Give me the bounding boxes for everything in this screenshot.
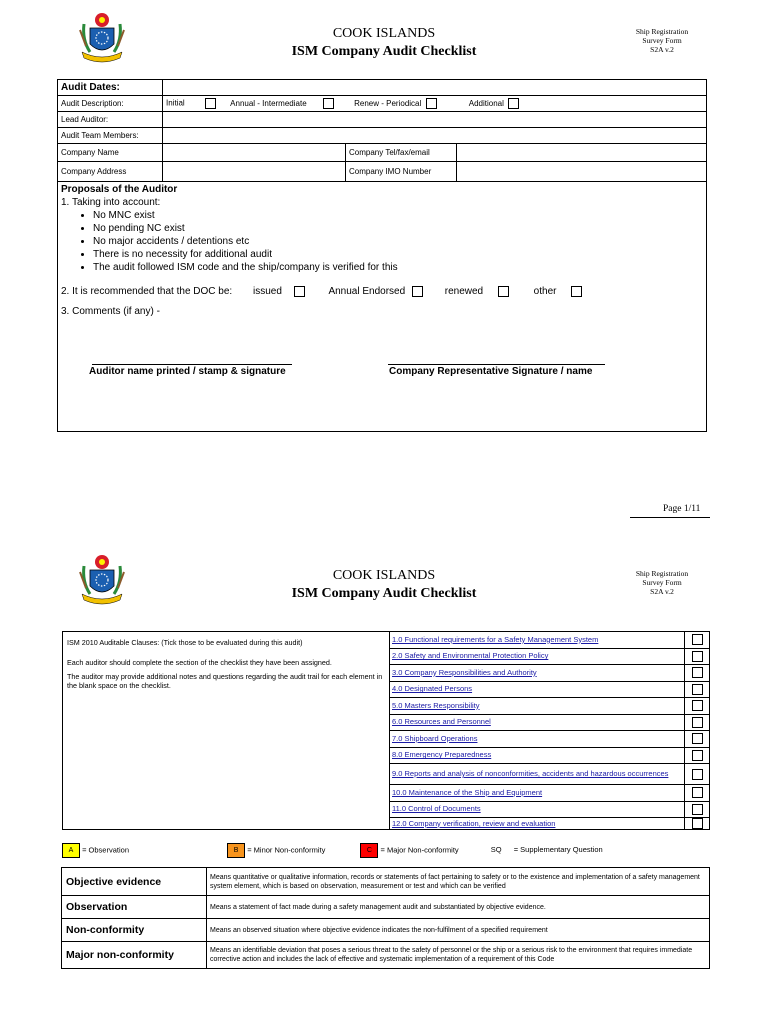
- doc-recommendation-row: [61, 285, 706, 298]
- clause-link[interactable]: 3.0 Company Responsibilities and Authority: [392, 667, 537, 677]
- page2-form-meta: [622, 569, 702, 596]
- clause-3[interactable]: [390, 665, 685, 682]
- clause-link[interactable]: 12.0 Company verification, review and evaluation: [392, 818, 556, 828]
- clause-link[interactable]: 2.0 Safety and Environmental Protection Policy: [392, 651, 549, 661]
- definition-text: Means quantitative or qualitative information, records or statements of fact pertaining to safety or to the existence and implementation of a safety management system element, which is based on observation, measurement or test and which can be verified: [207, 868, 710, 896]
- company-imo-label: Company IMO Number: [346, 162, 457, 182]
- clause-4[interactable]: [390, 681, 685, 698]
- criteria-list: [61, 209, 706, 274]
- renew-checkbox[interactable]: [426, 98, 437, 109]
- legend-text: = Minor Non-conformity: [247, 845, 326, 855]
- company-tel-label: Company Tel/fax/email: [346, 144, 457, 162]
- definition-text: Means a statement of fact made during a safety management audit and substantiated by objective evidence.: [207, 896, 710, 919]
- audit-dates-label: Audit Dates:: [58, 80, 163, 96]
- clause-link[interactable]: 5.0 Masters Responsibility: [392, 700, 480, 710]
- clause-7-tick[interactable]: [685, 731, 710, 748]
- initial-checkbox[interactable]: [205, 98, 216, 109]
- audit-details-form: [57, 79, 707, 432]
- clause-5[interactable]: [390, 698, 685, 715]
- legend-code-c: C: [360, 843, 378, 858]
- doc-other-label: other: [533, 286, 557, 297]
- issued-checkbox[interactable]: [294, 286, 305, 297]
- auditor-signature-line[interactable]: [92, 364, 292, 365]
- clause-link[interactable]: 8.0 Emergency Preparedness: [392, 750, 492, 760]
- option-additional-label: Additional: [468, 98, 504, 108]
- doc-renewed-label: renewed: [444, 286, 484, 297]
- page1-country-title: COOK ISLANDS: [332, 26, 436, 41]
- lead-auditor-label: Lead Auditor:: [58, 112, 163, 128]
- clause-1[interactable]: [390, 632, 685, 649]
- definition-term: Non-conformity: [62, 919, 207, 942]
- additional-checkbox[interactable]: [508, 98, 519, 109]
- company-imo-field[interactable]: [457, 162, 707, 182]
- audit-dates-field[interactable]: [163, 80, 707, 96]
- clause-5-tick[interactable]: [685, 698, 710, 715]
- lead-auditor-field[interactable]: [163, 112, 707, 128]
- company-name-label: Company Name: [58, 144, 163, 162]
- page2-document-title: ISM Company Audit Checklist: [291, 586, 477, 601]
- definition-term: Major non-conformity: [62, 942, 207, 969]
- legend-text: = Observation: [82, 845, 129, 855]
- instruction-line: Each auditor should complete the section of the checklist they have been assigned.: [67, 658, 332, 667]
- clause-link[interactable]: 11.0 Control of Documents: [392, 804, 481, 814]
- clause-12-tick[interactable]: [685, 818, 710, 830]
- auditable-clauses-table: [62, 631, 710, 830]
- severity-legend: [62, 843, 722, 858]
- list-item: • The audit followed ISM code and the ship/company is verified for this: [93, 261, 706, 274]
- form-meta-line: Survey Form: [642, 578, 682, 587]
- page1-document-title: ISM Company Audit Checklist: [291, 44, 477, 59]
- page-number: Page 1/11: [663, 504, 701, 514]
- clause-9-tick[interactable]: [685, 764, 710, 785]
- clause-link[interactable]: 6.0 Resources and Personnel: [392, 717, 491, 727]
- clause-10[interactable]: [390, 785, 685, 802]
- clause-10-tick[interactable]: [685, 785, 710, 802]
- form-meta-line: Survey Form: [642, 36, 682, 45]
- definition-term: Objective evidence: [62, 868, 207, 896]
- definitions-table: [61, 867, 710, 969]
- clause-7[interactable]: [390, 731, 685, 748]
- company-name-field[interactable]: [163, 144, 346, 162]
- coat-of-arms-logo-2: [76, 552, 128, 612]
- clause-link[interactable]: 1.0 Functional requirements for a Safety Management System: [392, 634, 599, 644]
- clause-6-tick[interactable]: [685, 714, 710, 731]
- auditor-signature-caption: Auditor name printed / stamp & signature: [89, 366, 286, 377]
- page1-form-meta: [622, 27, 702, 54]
- doc-endorsed-label: Annual Endorsed: [328, 286, 406, 297]
- clause-1-tick[interactable]: [685, 632, 710, 649]
- clause-11[interactable]: [390, 801, 685, 818]
- doc-recommend-label: 2. It is recommended that the DOC be:: [61, 286, 233, 297]
- instruction-line: ISM 2010 Auditable Clauses: (Tick those to be evaluated during this audit): [67, 638, 303, 647]
- definition-text: Means an identifiable deviation that poses a serious threat to the safety of personnel or the ship or a serious risk to the environment that requires immediate corrective action and includes the lack of effective and systematic implementation of a requirement of this Code: [207, 942, 710, 969]
- clause-3-tick[interactable]: [685, 665, 710, 682]
- clause-8[interactable]: [390, 747, 685, 764]
- endorsed-checkbox[interactable]: [412, 286, 423, 297]
- legend-text: = Major Non-conformity: [380, 845, 459, 855]
- clause-4-tick[interactable]: [685, 681, 710, 698]
- audit-type-options: [163, 96, 707, 112]
- audit-description-label: Audit Description:: [58, 96, 163, 112]
- clause-link[interactable]: 10.0 Maintenance of the Ship and Equipment: [392, 787, 543, 797]
- clause-link[interactable]: 9.0 Reports and analysis of nonconformities, accidents and hazardous occurrences: [392, 769, 669, 778]
- clause-2-tick[interactable]: [685, 648, 710, 665]
- definition-term: Observation: [62, 896, 207, 919]
- team-members-field[interactable]: [163, 128, 707, 144]
- taking-into-account: 1. Taking into account:: [61, 197, 161, 208]
- proposals-heading: Proposals of the Auditor: [61, 184, 178, 195]
- form-meta-line: Ship Registration: [635, 27, 689, 36]
- legend-code-sq: SQ: [490, 845, 502, 855]
- company-address-label: Company Address: [58, 162, 163, 182]
- other-checkbox[interactable]: [571, 286, 582, 297]
- page-number-rule: [630, 517, 710, 518]
- form-meta-line: S2A v.2: [650, 587, 674, 596]
- company-signature-caption: Company Representative Signature / name: [389, 366, 593, 377]
- clause-link[interactable]: 7.0 Shipboard Operations: [392, 733, 478, 743]
- clause-12[interactable]: [390, 818, 685, 830]
- annual-checkbox[interactable]: [323, 98, 334, 109]
- team-members-label: Audit Team Members:: [58, 128, 163, 144]
- list-item: • No pending NC exist: [93, 222, 706, 235]
- clause-6[interactable]: [390, 714, 685, 731]
- clause-link[interactable]: 4.0 Designated Persons: [392, 684, 473, 694]
- company-tel-field[interactable]: [457, 144, 707, 162]
- clause-2[interactable]: [390, 648, 685, 665]
- clause-8-tick[interactable]: [685, 747, 710, 764]
- legend-text: = Supplementary Question: [513, 845, 603, 855]
- clause-9[interactable]: [390, 764, 685, 785]
- option-renew-label: Renew - Periodical: [354, 98, 422, 108]
- option-annual-label: Annual - Intermediate: [230, 98, 307, 108]
- renewed-checkbox[interactable]: [498, 286, 509, 297]
- legend-code-b: B: [227, 843, 245, 858]
- definition-text: Means an observed situation where objective evidence indicates the non-fulfilment of a specified requirement: [207, 919, 710, 942]
- instruction-line: The auditor may provide additional notes and questions regarding the audit trail for each element in the blank space on the checklist.: [67, 672, 383, 690]
- list-item: • There is no necessity for additional audit: [93, 248, 706, 261]
- coat-of-arms-logo-1: [76, 10, 128, 70]
- form-meta-line: S2A v.2: [650, 45, 674, 54]
- comments-label: 3. Comments (if any) -: [61, 306, 160, 317]
- option-initial-label: Initial: [166, 98, 185, 108]
- page2-country-title: COOK ISLANDS: [332, 568, 436, 583]
- list-item: • No major accidents / detentions etc: [93, 235, 706, 248]
- company-signature-line[interactable]: [388, 364, 605, 365]
- legend-code-a: A: [62, 843, 80, 858]
- company-address-field[interactable]: [163, 162, 346, 182]
- doc-issued-label: issued: [252, 286, 282, 297]
- instructions-cell: [63, 632, 390, 830]
- list-item: • No MNC exist: [93, 209, 706, 222]
- form-meta-line: Ship Registration: [635, 569, 689, 578]
- clause-11-tick[interactable]: [685, 801, 710, 818]
